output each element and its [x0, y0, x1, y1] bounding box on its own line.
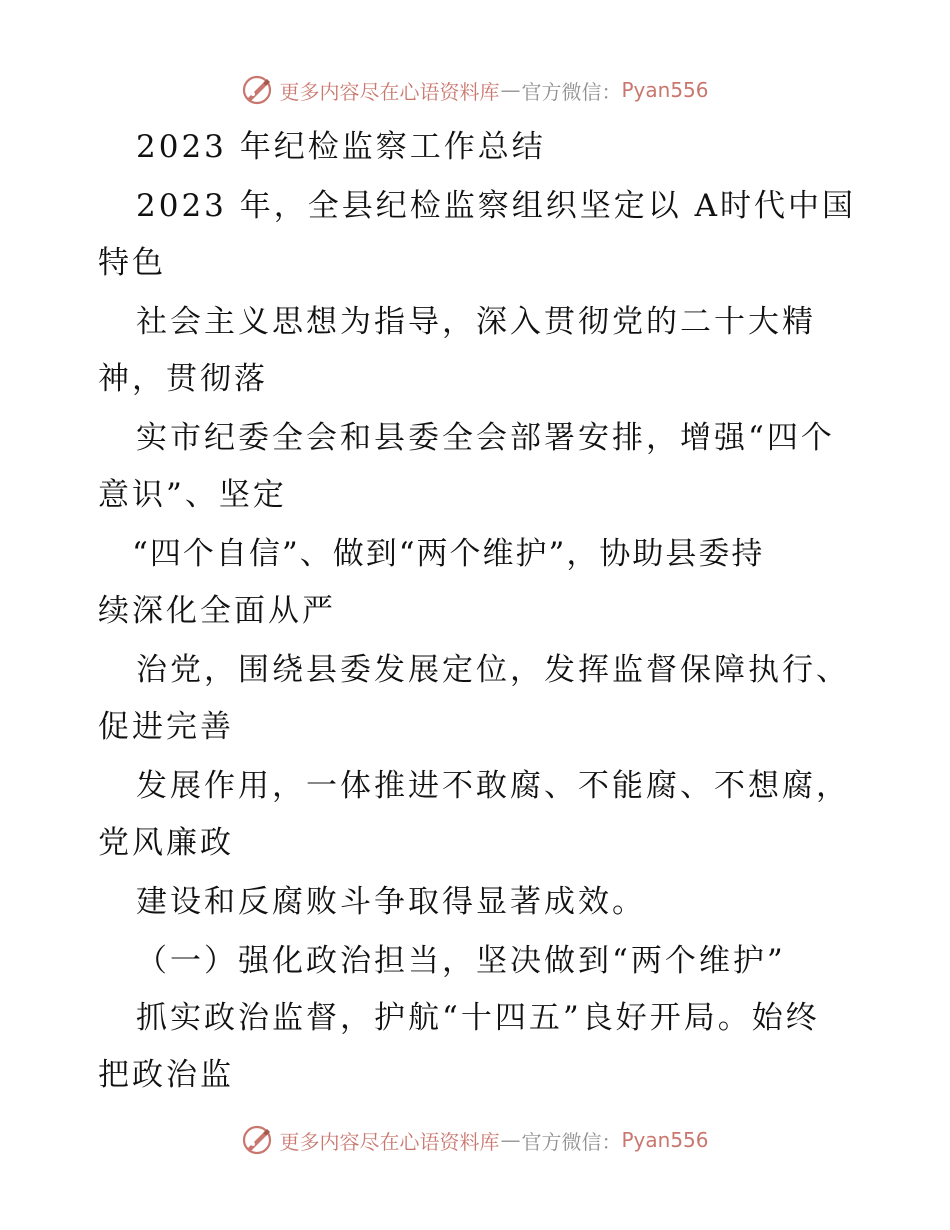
paragraph-line: 促进完善: [98, 709, 234, 745]
footer-banner: [0, 1120, 950, 1160]
paragraph-line: 神，贯彻落: [98, 361, 268, 397]
banner-wechat-label: 官方微信：: [521, 1129, 622, 1154]
banner-wechat-id: Pyan556: [621, 78, 709, 102]
banner-title: 更多内容尽在心语资料库: [279, 79, 500, 104]
pen-logo-icon: [241, 74, 273, 106]
paragraph-line: 特色: [98, 245, 166, 281]
section-heading: （一）强化政治担当，坚决做到“两个维护”: [136, 943, 786, 979]
paragraph-line: 意识”、坚定: [98, 477, 287, 513]
pen-logo-icon: [241, 1124, 273, 1156]
header-banner: [0, 70, 950, 110]
paragraph-line: 实市纪委全会和县委全会部署安排，增强“四个: [136, 420, 835, 456]
banner-wechat-label: 官方微信：: [521, 79, 622, 104]
banner-dash: —: [500, 1128, 521, 1152]
banner-dash: —: [500, 78, 521, 102]
paragraph-line: “四个自信”、做到“两个维护”，协助县委持: [132, 536, 765, 572]
paragraph-line: 建设和反腐败斗争取得显著成效。: [136, 884, 646, 920]
paragraph-line: 把政治监: [98, 1057, 234, 1093]
paragraph-line: 续深化全面从严: [98, 593, 336, 629]
banner-title: 更多内容尽在心语资料库: [279, 1129, 500, 1154]
paragraph-line: 党风廉政: [98, 825, 234, 861]
paragraph-line: 治党，围绕县委发展定位，发挥监督保障执行、: [136, 652, 850, 688]
paragraph-line: 社会主义思想为指导，深入贯彻党的二十大精: [136, 304, 816, 340]
paragraph-line: 2023 年，全县纪检监察组织坚定以 A时代中国: [136, 188, 856, 224]
paragraph-line: 抓实政治监督，护航“十四五”良好开局。始终: [136, 1000, 820, 1036]
banner-wechat-id: Pyan556: [621, 1128, 709, 1152]
paragraph-line: 发展作用，一体推进不敢腐、不能腐、不想腐，: [136, 768, 850, 804]
document-title: 2023 年纪检监察工作总结: [136, 129, 546, 165]
